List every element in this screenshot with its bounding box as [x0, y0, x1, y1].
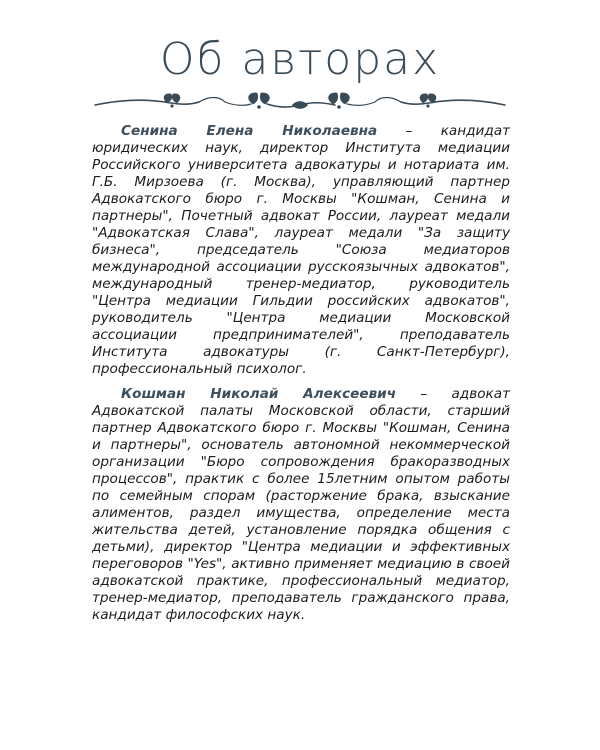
vine-divider-icon	[93, 90, 507, 118]
page-title: Об авторах	[159, 34, 441, 85]
authors-text	[92, 123, 510, 624]
author-name: Кошман Николай Алексеевич	[121, 386, 397, 402]
author-bio-koshman	[92, 386, 510, 624]
author-bio-senina	[92, 123, 510, 378]
author-description: – кандидат юридических наук, директор Института медиации Российского университета адвокатуры и нотариата им. Г.Б. Мирзоева (г. Москва), управляющий партнер Адвокатского бюро г. Москвы "Кошман, Сенина и партнеры", Почетный адвокат России, лауреат медали "Адвокатская Слава", лауреат медали "За защиту бизнеса", председатель "Союза медиаторов международной ассоциации русскоязычных адвокатов", международный тренер-медиатор, руководитель "Центра медиации Гильдии российских адвокатов", руководитель "Центра медиации Московской ассоциации предпринимателей", преподаватель Института адвокатуры (г. Санкт-Петербург), профессиональный психолог.	[92, 123, 510, 377]
author-name: Сенина Елена Николаевна	[121, 123, 378, 139]
author-description: – адвокат Адвокатской палаты Московской области, старший партнер Адвокатского бюро г. Москвы "Кошман, Сенина и партнеры", основатель автономной некоммерческой организации "Бюро сопровождения бракоразводных процессов", практик с более 15летним опытом работы по семейным спорам (расторжение брака, взыскание алиментов, раздел имущества, определение места жительства детей, установление порядка общения с детьми), директор "Центра медиации и эффективных переговоров "Yes", активно применяет медиацию в своей адвокатской практике, профессиональный медиатор, тренер-медиатор, преподаватель гражданского права, кандидат философских наук.	[92, 386, 510, 623]
